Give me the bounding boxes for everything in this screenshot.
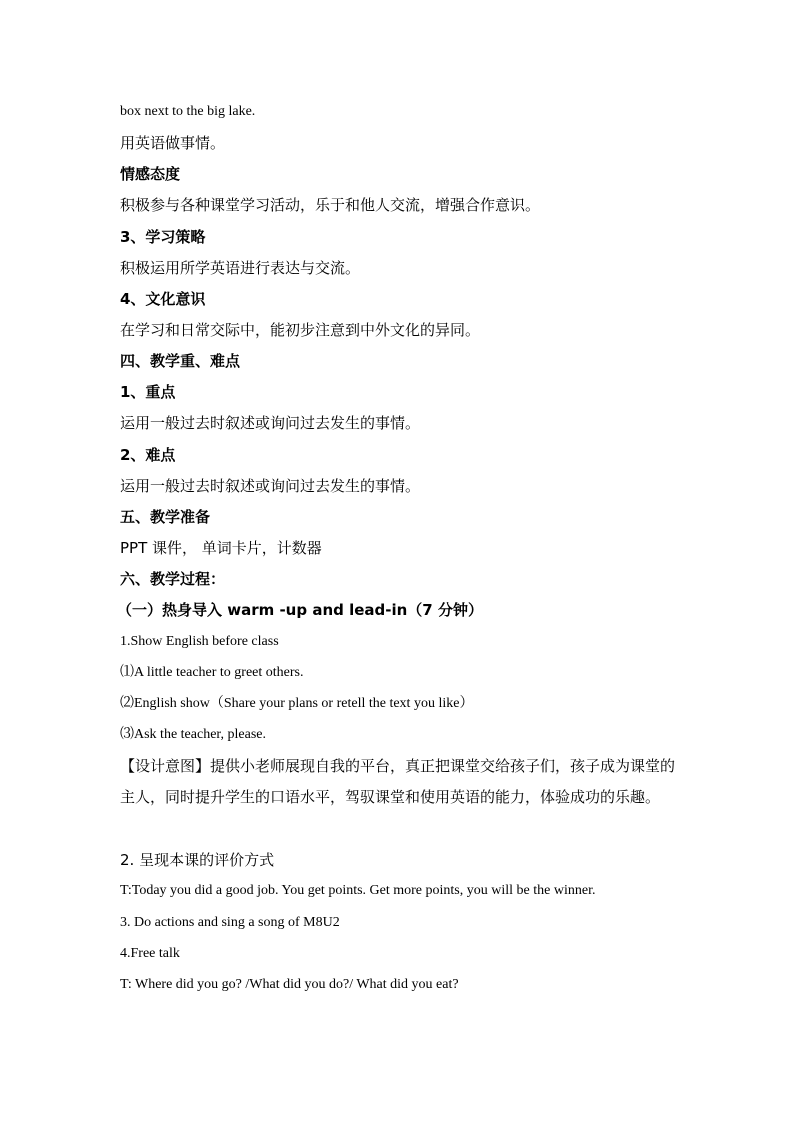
section-heading-strategy: 3、学习策略 [120, 228, 206, 246]
text-line: T: Where did you go? /What did you do?/ What did you eat? [120, 977, 459, 992]
text-line: 2. 呈现本课的评价方式 [120, 851, 275, 869]
text-line: ⑴A little teacher to greet others. [120, 665, 304, 680]
text-line: ⑶Ask the teacher, please. [120, 727, 266, 742]
text-line: 4.Free talk [120, 946, 180, 961]
subheading-key: 1、重点 [120, 383, 176, 401]
text-line: 积极运用所学英语进行表达与交流。 [120, 259, 361, 277]
text-line: 用英语做事情。 [120, 134, 226, 152]
section-heading-preparation: 五、教学准备 [120, 508, 211, 526]
section-heading-key-points: 四、教学重、难点 [120, 352, 241, 370]
text-line: 1.Show English before class [120, 634, 279, 649]
text-line-continuation: box next to the big lake. [120, 104, 256, 119]
text-line: 运用一般过去时叙述或询问过去发生的事情。 [120, 477, 421, 495]
subheading-difficulty: 2、难点 [120, 446, 176, 464]
text-line: 3. Do actions and sing a song of M8U2 [120, 915, 340, 930]
design-intent-paragraph: 【设计意图】提供小老师展现自我的平台，真正把课堂交给孩子们，孩子成为课堂的主人，同时提升学生的口语水平，驾驭课堂和使用英语的能力，体验成功的乐趣。 [120, 757, 676, 806]
section-heading-culture: 4、文化意识 [120, 290, 206, 308]
text-line: ⑵English show（Share your plans or retell the text you like） [120, 696, 474, 711]
section-heading-process: 六、教学过程： [120, 570, 226, 588]
section-heading-emotion: 情感态度 [120, 165, 181, 183]
subheading-warm-up: （一）热身导入 warm -up and lead-in（7 分钟） [117, 601, 483, 619]
text-line: T:Today you did a good job. You get points. Get more points, you will be the winner. [120, 883, 596, 898]
text-line: PPT 课件， 单词卡片，计数器 [120, 539, 322, 557]
text-line: 运用一般过去时叙述或询问过去发生的事情。 [120, 414, 421, 432]
text-line: 积极参与各种课堂学习活动，乐于和他人交流，增强合作意识。 [120, 196, 541, 214]
text-line: 在学习和日常交际中，能初步注意到中外文化的异同。 [120, 321, 481, 339]
